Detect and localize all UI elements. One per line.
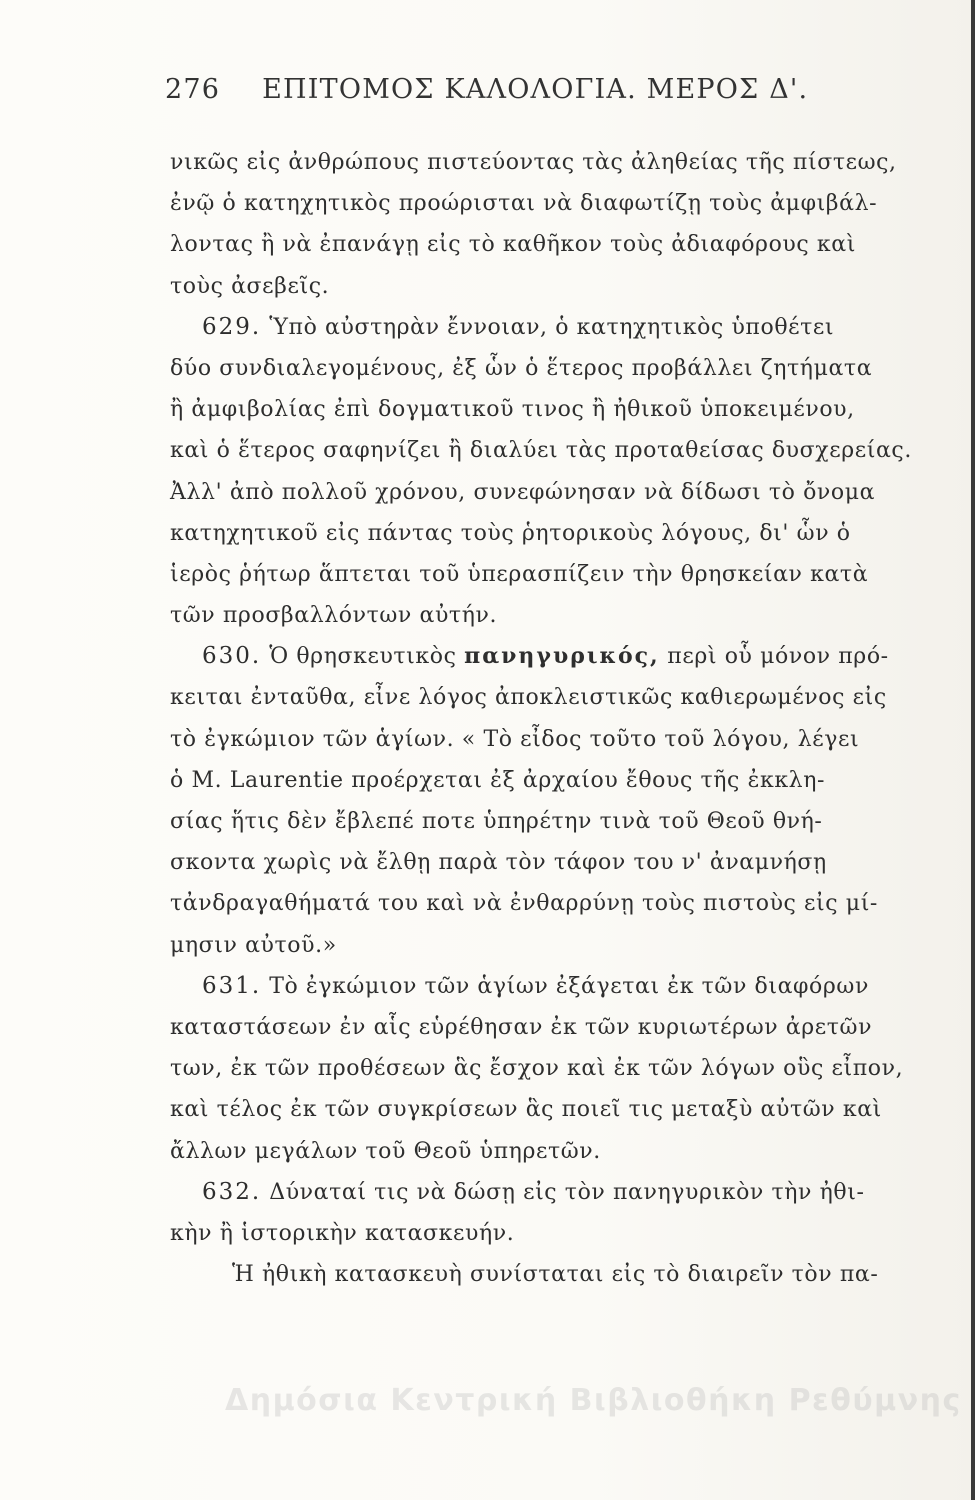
text-line: μησιν αὐτοῦ.» <box>170 932 337 958</box>
text-line: τἀνδραγαθήματά του καὶ νὰ ἐνθαρρύνῃ τοὺς πιστοὺς εἰς μί- <box>170 891 878 917</box>
text-line: καταστάσεων ἐν αἷς εὑρέθησαν ἐκ τῶν κυριωτέρων ἀρετῶν <box>170 1014 873 1040</box>
text-line: ἄλλων μεγάλων τοῦ Θεοῦ ὑπηρετῶν. <box>170 1138 601 1164</box>
body-text <box>170 142 960 1295</box>
text-line: νικῶς εἰς ἀνθρώπους πιστεύοντας τὰς ἀληθείας τῆς πίστεως, <box>170 150 897 175</box>
paragraph-632-first-line <box>170 1172 960 1213</box>
text-line: κατηχητικοῦ εἰς πάντας τοὺς ῥητορικοὺς λόγους, δι' ὧν ὁ <box>170 520 851 546</box>
text-line: καὶ τέλος ἐκ τῶν συγκρίσεων ἃς ποιεῖ τις μεταξὺ αὐτῶν καὶ <box>170 1097 882 1123</box>
text-line: ἢ ἀμφιβολίας ἐπὶ δογματικοῦ τινος ἢ ἠθικοῦ ὑποκειμένου, <box>170 397 855 423</box>
text-line: ὁ Μ. Laurentie προέρχεται ἐξ ἀρχαίου ἔθους τῆς ἐκκλη- <box>170 767 826 793</box>
text-line: κὴν ἢ ἱστορικὴν κατασκευήν. <box>170 1220 515 1246</box>
text-line-tail: περὶ οὗ μόνον πρό- <box>659 644 889 670</box>
text-line: κειται ἐνταῦθα, εἶνε λόγος ἀποκλειστικῶς καθιερωμένος εἰς <box>170 685 887 711</box>
text-line: Ἡ ἠθικὴ κατασκευὴ συνίσταται εἰς τὸ διαιρεῖν τὸν πα- <box>232 1262 879 1288</box>
text-line: ἐνῷ ὁ κατηχητικὸς προώρισται νὰ διαφωτίζῃ τοὺς ἀμφιβάλ- <box>170 191 878 217</box>
text-line: τῶν προσβαλλόντων αὐτήν. <box>170 603 498 629</box>
text-line: Τὸ ἐγκώμιον τῶν ἁγίων ἐξάγεται ἐκ τῶν διαφόρων <box>269 973 869 999</box>
text-line: σκοντα χωρὶς νὰ ἔλθῃ παρὰ τὸν τάφον του ν' ἀναμνήσῃ <box>170 850 827 876</box>
paragraph-631-first-line <box>170 966 960 1007</box>
text-line: των, ἐκ τῶν προθέσεων ἃς ἔσχον καὶ ἐκ τῶν λόγων οὓς εἶπον, <box>170 1056 904 1082</box>
text-line: σίας ἥτις δὲν ἔβλεπέ ποτε ὑπηρέτην τινὰ τοῦ Θεοῦ θνή- <box>170 809 823 834</box>
paragraph-number-630: 630. <box>202 643 262 670</box>
text-line: Δύναταί τις νὰ δώσῃ εἰς τὸν πανηγυρικὸν τὴν ἠθι- <box>269 1179 865 1205</box>
paragraph-number-631: 631. <box>202 972 262 999</box>
running-title: ΕΠΙΤΟΜΟΣ ΚΑΛΟΛΟΓΙΑ. ΜΕΡΟΣ Δ'. <box>262 74 809 105</box>
page-edge-shadow <box>971 0 975 1500</box>
text-line: λοντας ἢ νὰ ἐπανάγῃ εἰς τὸ καθῆκον τοὺς ἀδιαφόρους καὶ <box>170 232 856 258</box>
text-line: Ὁ θρησκευτικὸς <box>269 644 457 670</box>
text-line: Ὑπὸ αὐστηρὰν ἔννοιαν, ὁ κατηχητικὸς ὑποθέτει <box>269 314 835 340</box>
library-watermark: Δημόσια Κεντρική Βιβλιοθήκη Ρεθύμνης <box>225 1383 962 1418</box>
text-line: δύο συνδιαλεγομένους, ἐξ ὧν ὁ ἕτερος προβάλλει ζητήματα <box>170 355 873 381</box>
text-line: Ἀλλ' ἀπὸ πολλοῦ χρόνου, συνεφώνησαν νὰ δίδωσι τὸ ὄνομα <box>170 479 876 505</box>
text-line: τὸ ἐγκώμιον τῶν ἁγίων. « Τὸ εἶδος τοῦτο τοῦ λόγου, λέγει <box>170 726 860 752</box>
text-line: ἱερὸς ῥήτωρ ἅπτεται τοῦ ὑπερασπίζειν τὴν θρησκείαν κατὰ <box>170 561 869 587</box>
paragraph-630-first-line <box>170 636 960 677</box>
paragraph-number-629: 629. <box>202 313 262 340</box>
paragraph-number-632: 632. <box>202 1178 262 1205</box>
paragraph-629-first-line <box>170 307 960 348</box>
running-header <box>165 74 808 105</box>
text-line: τοὺς ἀσεβεῖς. <box>170 273 330 299</box>
text-line: καὶ ὁ ἕτερος σαφηνίζει ἢ διαλύει τὰς προταθείσας δυσχερείας. <box>170 438 912 464</box>
page-number: 276 <box>165 74 221 105</box>
emphasized-term: πανηγυρικός, <box>464 643 660 670</box>
